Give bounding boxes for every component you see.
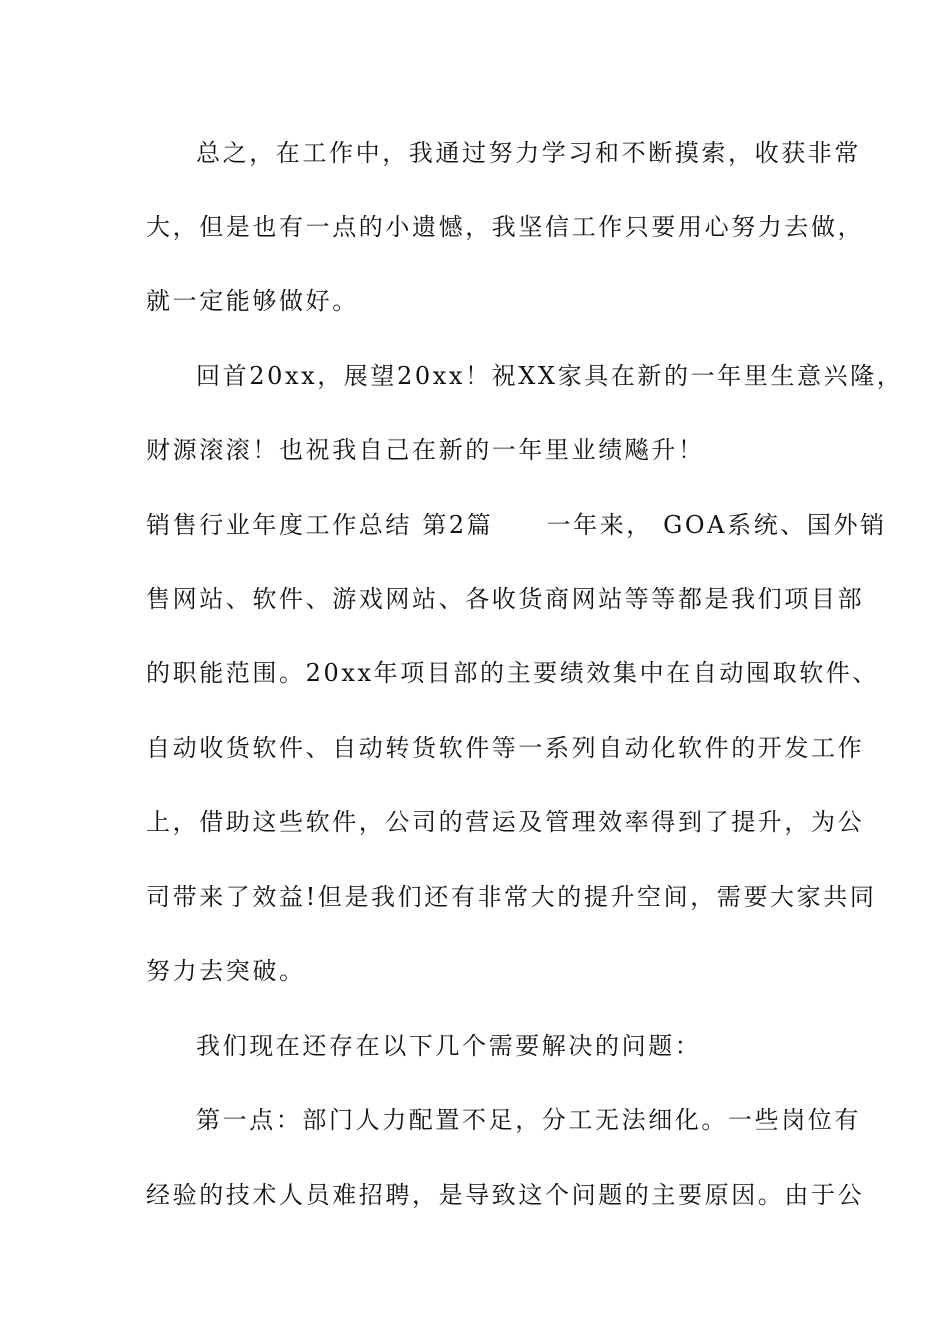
paragraph-line: 的职能范围。20xx年项目部的主要绩效集中在自动囤取软件、	[146, 659, 880, 687]
section-heading-line: 销售行业年度工作总结 第2篇 一年来， GOA系统、国外销	[146, 511, 887, 539]
paragraph-line: 第一点：部门人力配置不足，分工无法细化。一些岗位有	[196, 1106, 861, 1134]
paragraph-line: 努力去突破。	[146, 957, 306, 985]
paragraph-line: 司带来了效益!但是我们还有非常大的提升空间，需要大家共同	[146, 883, 877, 911]
paragraph-line: 总之，在工作中，我通过努力学习和不断摸索，收获非常	[196, 139, 861, 167]
paragraph-line: 经验的技术人员难招聘，是导致这个问题的主要原因。由于公	[146, 1181, 865, 1209]
paragraph-line: 回首20xx，展望20xx！祝XX家具在新的一年里生意兴隆，	[196, 362, 904, 390]
paragraph-line: 财源滚滚！也祝我自己在新的一年里业绩飚升！	[146, 436, 705, 464]
paragraph-line: 上，借助这些软件，公司的营运及管理效率得到了提升，为公	[146, 808, 865, 836]
paragraph-line: 就一定能够做好。	[146, 287, 359, 315]
paragraph-line: 售网站、软件、游戏网站、各收货商网站等等都是我们项目部	[146, 585, 865, 613]
paragraph-line: 大，但是也有一点的小遗憾，我坚信工作只要用心努力去做，	[146, 213, 865, 241]
paragraph-line: 自动收货软件、自动转货软件等一系列自动化软件的开发工作	[146, 734, 865, 762]
paragraph-line: 我们现在还存在以下几个需要解决的问题：	[196, 1032, 702, 1060]
